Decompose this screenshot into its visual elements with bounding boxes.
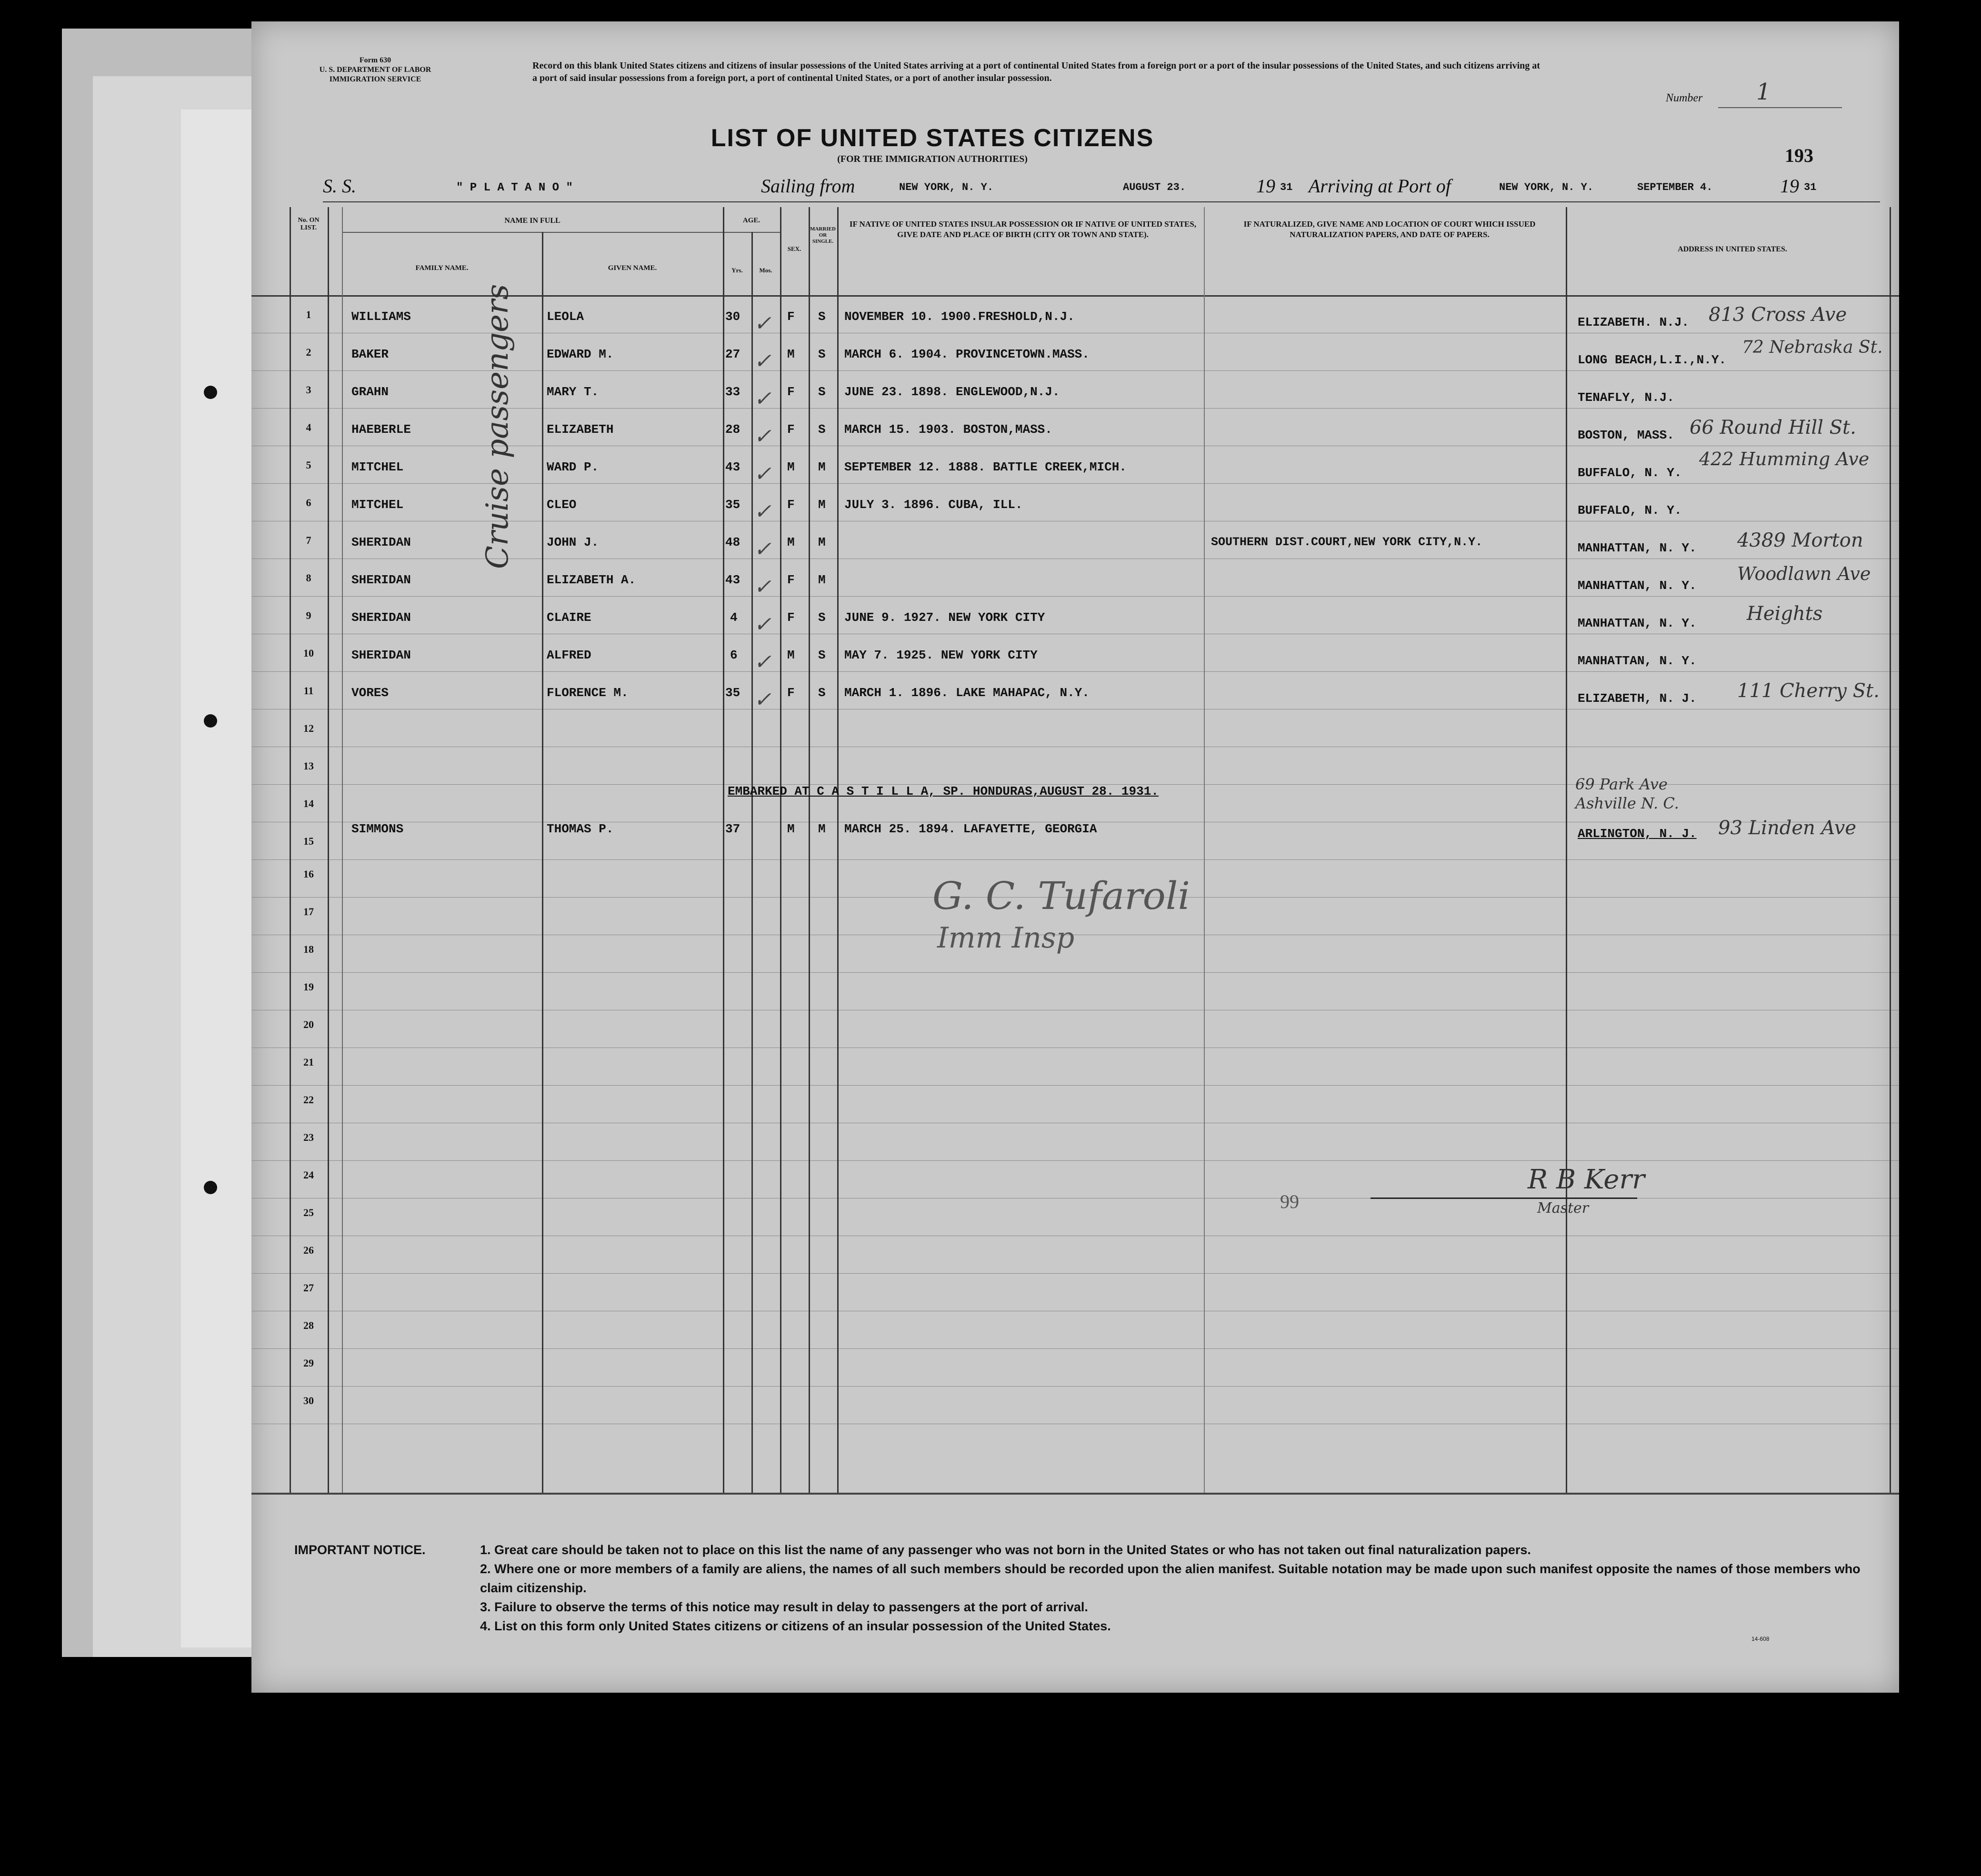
birth-info: MAY 7. 1925. NEW YORK CITY — [844, 648, 1038, 662]
table-row — [251, 634, 1899, 671]
passenger-table: No. ON LIST. NAME IN FULL FAMILY NAME. GIVEN NAME. AGE. Yrs. Mos. SEX. MARRIED OR SINGLE. IF NATIVE OF UNITED STATES INSULAR POSSESSION OR IF NATIVE OF UNITED STATES, GIVE DATE AND PLACE OF BIRTH (CITY OR TOWN AND STATE). IF NATURALIZED, GIVE NAME AND LOCATION OF COURT WHICH ISSUED NATURALIZATION PAPERS, AND DATE OF PAPERS. ADDRESS IN UNITED STATES. 16 17 18 19 20 21 22 23 24 25 26 27 28 29 30 1 WILLIAMS LEOLA 30 F S NOVEMBER 10. 1900.FRESHOLD,N.J. ELIZABETH. N.J. 813 Cross Ave 2 BAKER EDWARD M. 27 M S MARCH 6. 1904. PROVINCETOWN.MASS. LONG BEACH,L.I.,N.Y. 72 Nebraska St. 3 GRAHN MARY T. 33 F S JUNE 23. 1898. ENGLEWOOD,N.J. TENAFLY, N.J. 4 HAEBERLE ELIZABETH 28 F S MARCH 15. 1903. BOSTON,MASS. BOSTON, MASS. 66 Round Hill St. 5 MITCHEL WARD P. 43 M M SEPTEMBER 12. 1888. BATTLE CREEK,MICH. BUFFALO, N. Y. 422 Humming Ave 6 MITCHEL CLEO 35 F M JULY 3. 1896. CUBA, ILL. BUFFALO, N. Y. 7 SHERIDAN JOHN J. 48 M M SOUTHERN DIST.COURT,NEW YORK CITY,N.Y. MANHATTAN, N. Y. 4389 Morton 8 SHERIDAN ELIZABETH A. 43 F M MANHATTAN, N. Y. Woodlawn Ave 9 SHERIDAN CLAIRE 4 F S JUNE 9. 1927. NEW YORK CITY MANHATTAN, N. Y. Heights 10 SHERIDAN ALFRED 6 M S MAY 7. 1925. NEW YORK CITY MANHATTAN, N. Y. 11 VORES FLORENCE M. 35 F S MARCH 1. 1896. LAKE MAHAPAC, N.Y. ELIZABETH, N. J. 111 Cherry St. 12 13 14 EMBARKED AT C A S T I L L A, SP. HONDURAS,AUGUST 28. 1931. 69 Park Ave Ashville N. C. 15 SIMMONS THOMAS P. 37 M M MARCH 25. 1894. LAFAYETTE, GEORGIA ARLINGTON, N. J. 93 Linden Ave ✓ ✓ ✓ ✓ ✓ ✓ ✓ ✓ ✓ ✓ ✓ — [251, 207, 1899, 1493]
address-handwritten: 66 Round Hill St. — [1690, 417, 1856, 439]
notice-item: 1. Great care should be taken not to place on this list the name of any passenger who was not born in the United States or who has not taken out final naturalization papers. — [480, 1543, 1531, 1557]
family-name: SHERIDAN — [351, 648, 411, 662]
sailing-underline — [323, 201, 1880, 202]
address: TENAFLY, N.J. — [1578, 390, 1674, 405]
punch-hole — [204, 714, 217, 728]
address: MANHATTAN, N. Y. — [1578, 579, 1697, 593]
family-name: SHERIDAN — [351, 535, 411, 549]
given-name: ELIZABETH A. — [547, 573, 636, 587]
age-yrs: 27 — [725, 347, 740, 361]
notice-items — [480, 1540, 1861, 1636]
birth-info: JUNE 23. 1898. ENGLEWOOD,N.J. — [844, 385, 1060, 399]
notice-heading: IMPORTANT NOTICE. — [294, 1543, 426, 1557]
row-number: 8 — [306, 572, 311, 584]
family-name: MITCHEL — [351, 460, 404, 474]
birth-info: MARCH 15. 1903. BOSTON,MASS. — [844, 422, 1052, 437]
number-label: Number — [1666, 92, 1703, 104]
table-row — [251, 775, 1899, 822]
age-yrs: 35 — [725, 498, 740, 512]
signature-line — [1371, 1197, 1637, 1199]
row-number: 15 — [303, 835, 314, 847]
address-handwritten: 72 Nebraska St. — [1742, 338, 1883, 357]
header-family-name: FAMILY NAME. — [415, 264, 469, 272]
header-no: No. ON LIST. — [298, 217, 320, 231]
marital-status: S — [818, 610, 826, 625]
age-yrs: 48 — [725, 535, 740, 549]
stamp-number: 99 — [1280, 1191, 1299, 1212]
arriving-year: 31 — [1804, 181, 1817, 193]
form-subtitle: (FOR THE IMMIGRATION AUTHORITIES) — [837, 154, 1028, 164]
address-handwritten: 93 Linden Ave — [1718, 817, 1857, 839]
marital-status: S — [818, 347, 826, 361]
sex: F — [787, 610, 795, 625]
family-name: HAEBERLE — [351, 422, 411, 437]
age-yrs: 28 — [725, 422, 740, 437]
address: ELIZABETH. N.J. — [1578, 315, 1690, 329]
given-name: JOHN J. — [547, 535, 599, 549]
header-given-name: GIVEN NAME. — [608, 264, 657, 272]
birth-info: MARCH 25. 1894. LAFAYETTE, GEORGIA — [844, 822, 1097, 836]
form-number: Form 630 — [359, 56, 391, 64]
age-yrs: 35 — [725, 686, 740, 700]
sex: F — [787, 573, 795, 587]
notice-divider — [251, 1493, 1899, 1495]
age-yrs: 30 — [725, 309, 740, 324]
sex: F — [787, 686, 795, 700]
sailing-from: NEW YORK, N. Y. — [899, 181, 994, 193]
marital-status: S — [818, 686, 826, 700]
family-name: GRAHN — [351, 385, 389, 399]
header-native: IF NATIVE OF UNITED STATES INSULAR POSSESSION OR IF NATIVE OF UNITED STATES, GIVE DATE AND PLACE OF BIRTH (CITY OR TOWN AND STATE). — [849, 220, 1197, 239]
marital-status: S — [818, 385, 826, 399]
master-signature: R B Kerr — [1528, 1164, 1645, 1195]
address-handwritten: 422 Humming Ave — [1699, 449, 1870, 469]
age-yrs: 43 — [725, 573, 740, 587]
name-subdivider — [342, 232, 723, 233]
marital-status: S — [818, 422, 826, 437]
family-name: VORES — [351, 686, 389, 700]
marital-status: M — [818, 822, 826, 836]
row-number: 11 — [303, 685, 314, 697]
number-line — [1718, 107, 1842, 108]
birth-info: MARCH 1. 1896. LAKE MAHAPAC, N.Y. — [844, 686, 1090, 700]
punch-hole — [204, 386, 217, 399]
row-number: 1 — [306, 309, 311, 320]
notice-item: 3. Failure to observe the terms of this notice may result in delay to passengers at the port of arrival. — [480, 1600, 1088, 1614]
age-yrs: 37 — [725, 822, 740, 836]
instructions-text: Record on this blank United States citizens and citizens of insular possessions of the United States arriving at a port of continental United States from a foreign port or a port of the insular possessions of the United States, and such citizens arriving at a port of said insular possessions from a foreign port, a port of continental United States, or a port of another insular possession. — [532, 60, 1540, 83]
marital-status: M — [818, 535, 826, 549]
header-mos: Mos. — [759, 267, 772, 274]
form-title: LIST OF UNITED STATES CITIZENS — [710, 124, 1154, 152]
sex: F — [787, 385, 795, 399]
address: LONG BEACH,L.I.,N.Y. — [1578, 353, 1727, 367]
marital-status: S — [818, 648, 826, 662]
address: MANHATTAN, N. Y. — [1578, 654, 1697, 668]
sailing-year: 31 — [1280, 181, 1293, 193]
sailing-year-prefix: 19 — [1256, 175, 1275, 197]
sailing-label: Sailing from — [761, 175, 855, 197]
embarked-note: EMBARKED AT C A S T I L L A, SP. HONDURAS,AUGUST 28. 1931. — [728, 784, 1159, 798]
age-yrs: 4 — [730, 610, 738, 625]
birth-info: JUNE 9. 1927. NEW YORK CITY — [844, 610, 1045, 625]
notice-item: 4. List on this form only United States citizens or citizens of an insular possession of the United States. — [480, 1619, 1111, 1633]
address-handwritten: 4389 Morton — [1737, 529, 1863, 551]
sex: F — [787, 498, 795, 512]
extra-address-handwritten: 69 Park Ave Ashville N. C. — [1575, 775, 1679, 812]
marital-status: M — [818, 498, 826, 512]
sailing-line — [323, 175, 1875, 203]
given-name: ELIZABETH — [547, 422, 614, 437]
sex: M — [787, 648, 795, 662]
address-handwritten: Woodlawn Ave — [1737, 563, 1871, 584]
address-handwritten: Heights — [1747, 603, 1823, 625]
table-row — [251, 596, 1899, 634]
department: U. S. DEPARTMENT OF LABOR — [319, 66, 431, 74]
given-name: EDWARD M. — [547, 347, 614, 361]
margin-note: Cruise passengers — [480, 284, 515, 569]
court-info: SOUTHERN DIST.COURT,NEW YORK CITY,N.Y. — [1211, 535, 1483, 549]
given-name: MARY T. — [547, 385, 599, 399]
age-yrs: 43 — [725, 460, 740, 474]
header-married: MARRIED OR SINGLE. — [810, 226, 836, 244]
row-number: 14 — [303, 798, 314, 809]
given-name: THOMAS P. — [547, 822, 614, 836]
table-header — [251, 207, 1899, 297]
age-yrs: 6 — [730, 648, 738, 662]
sex: M — [787, 535, 795, 549]
address: MANHATTAN, N. Y. — [1578, 541, 1697, 555]
marital-status: M — [818, 573, 826, 587]
form-header-block — [304, 56, 447, 84]
checkmarks: ✓ ✓ ✓ ✓ ✓ ✓ ✓ ✓ ✓ ✓ ✓ — [754, 311, 771, 712]
row-number: 13 — [303, 760, 314, 772]
given-name: FLORENCE M. — [547, 686, 629, 700]
row-number: 10 — [303, 647, 314, 659]
birth-info: JULY 3. 1896. CUBA, ILL. — [844, 498, 1023, 512]
given-name: CLAIRE — [547, 610, 591, 625]
marital-status: M — [818, 460, 826, 474]
sex: F — [787, 309, 795, 324]
family-name: SHERIDAN — [351, 573, 411, 587]
inspector-title: Imm Insp — [937, 921, 1075, 955]
address-handwritten: 111 Cherry St. — [1737, 680, 1880, 702]
row-number: 2 — [306, 346, 311, 358]
sex: F — [787, 422, 795, 437]
ss-label: S. S. — [323, 175, 356, 197]
row-number: 9 — [306, 609, 311, 621]
row-number: 7 — [306, 534, 311, 546]
given-name: ALFRED — [547, 648, 591, 662]
punch-hole — [204, 1181, 217, 1194]
master-label: Master — [1537, 1200, 1589, 1217]
notice-item: 2. Where one or more members of a family are aliens, the names of all such members should be recorded upon the alien manifest. Suitable notation may be made upon such manifest opposite the names of those members who claim citizenship. — [480, 1562, 1861, 1595]
sex: M — [787, 460, 795, 474]
given-name: WARD P. — [547, 460, 599, 474]
row-number: 5 — [306, 459, 311, 471]
birth-info: SEPTEMBER 12. 1888. BATTLE CREEK,MICH. — [844, 460, 1127, 474]
given-name: CLEO — [547, 498, 577, 512]
address: MANHATTAN, N. Y. — [1578, 616, 1697, 630]
birth-info: MARCH 6. 1904. PROVINCETOWN.MASS. — [844, 347, 1090, 361]
arriving-port: NEW YORK, N. Y. — [1499, 181, 1594, 193]
inspector-signature: G. C. Tufaroli — [932, 874, 1190, 918]
family-name: BAKER — [351, 347, 389, 361]
address: BUFFALO, N. Y. — [1578, 503, 1682, 518]
family-name: MITCHEL — [351, 498, 404, 512]
sailing-date: AUGUST 23. — [1123, 181, 1186, 193]
row-number: 12 — [303, 722, 314, 734]
address: BOSTON, MASS. — [1578, 428, 1674, 442]
service: IMMIGRATION SERVICE — [329, 75, 421, 83]
family-name: WILLIAMS — [351, 309, 411, 324]
family-name: SIMMONS — [351, 822, 404, 836]
age-yrs: 33 — [725, 385, 740, 399]
header-yrs: Yrs. — [731, 267, 743, 274]
birth-info: NOVEMBER 10. 1900.FRESHOLD,N.J. — [844, 309, 1075, 324]
sex: M — [787, 347, 795, 361]
header-age: AGE. — [742, 217, 760, 224]
header-name-in-full: NAME IN FULL — [504, 217, 560, 225]
header-address: ADDRESS IN UNITED STATES. — [1678, 245, 1787, 253]
address: BUFFALO, N. Y. — [1578, 466, 1682, 480]
page-number: 193 — [1785, 145, 1813, 166]
header-sex: SEX. — [787, 245, 801, 252]
row-number: 3 — [306, 384, 311, 396]
row-number: 6 — [306, 497, 311, 509]
arriving-date: SEPTEMBER 4. — [1637, 181, 1713, 193]
arriving-year-prefix: 19 — [1780, 175, 1799, 197]
arriving-label: Arriving at Port of — [1309, 175, 1451, 197]
ship-name: " P L A T A N O " — [456, 181, 573, 194]
number-value: 1 — [1756, 79, 1771, 105]
table-row — [251, 671, 1899, 709]
address: ARLINGTON, N. J. — [1578, 827, 1697, 841]
family-name: SHERIDAN — [351, 610, 411, 625]
print-code: 14-608 — [1751, 1636, 1770, 1642]
sex: M — [787, 822, 795, 836]
address: ELIZABETH, N. J. — [1578, 691, 1697, 706]
manifest-sheet — [251, 21, 1899, 1693]
given-name: LEOLA — [547, 309, 584, 324]
address-handwritten: 813 Cross Ave — [1709, 304, 1847, 326]
marital-status: S — [818, 309, 826, 324]
table-row — [251, 817, 1899, 859]
row-number: 4 — [306, 421, 311, 433]
header-naturalized: IF NATURALIZED, GIVE NAME AND LOCATION OF COURT WHICH ISSUED NATURALIZATION PAPERS, AND DATE OF PAPERS. — [1243, 220, 1536, 239]
table-row — [251, 709, 1899, 747]
